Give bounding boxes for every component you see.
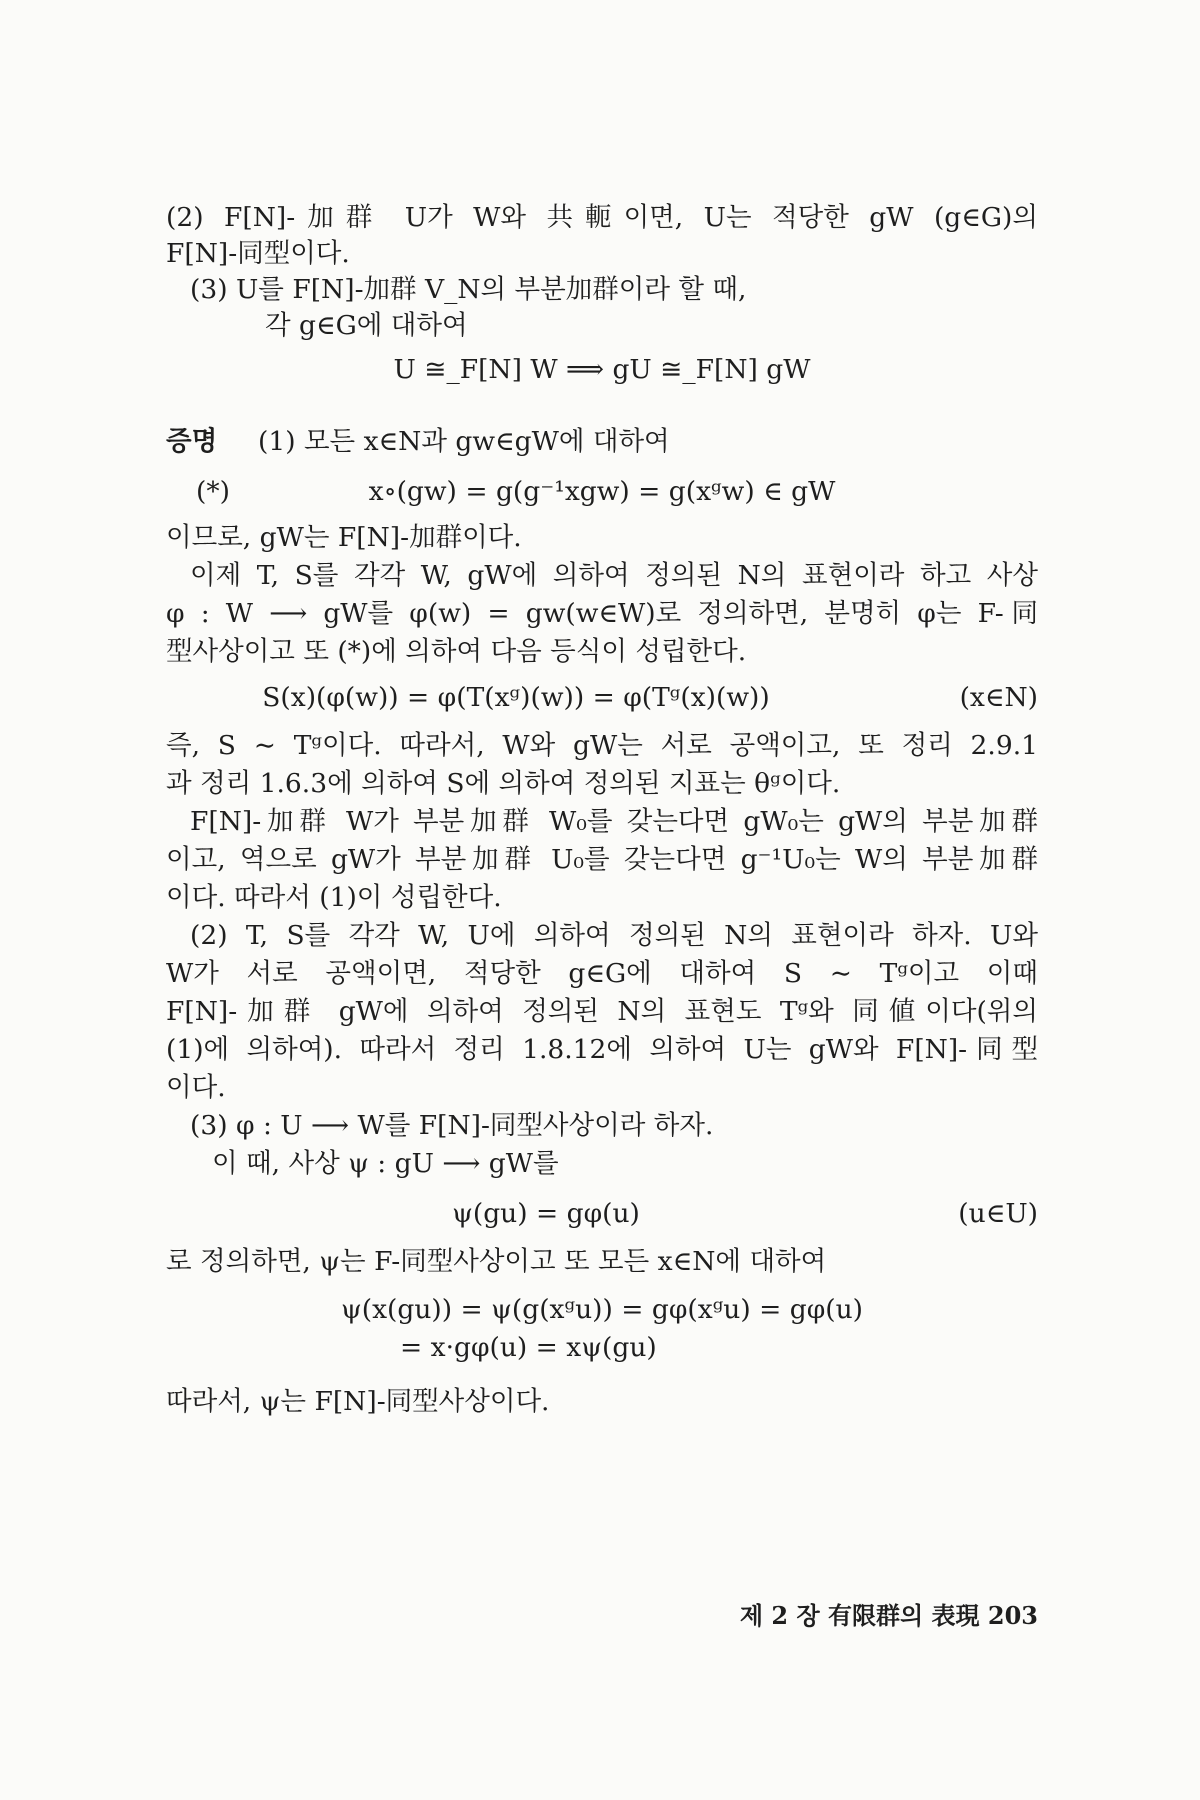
text-line: (3) φ : U ⟶ W를 F[N]-同型사상이라 하자.	[190, 1110, 714, 1141]
text-line: 이다.	[166, 1072, 226, 1103]
display-equation: = x·gφ(u) = xψ(gu)	[400, 1332, 657, 1363]
text-line: 이므로, gW는 F[N]-加群이다.	[166, 522, 522, 553]
text-line: 이 때, 사상 ψ : gU ⟶ gW를	[212, 1148, 559, 1179]
page-footer: 제 2 장 有限群의 表現 203	[739, 1601, 1038, 1630]
text-line: (2) T, S를 각각 W, U에 의하여 정의된 N의 표현이라 하자. U와	[190, 920, 1038, 951]
text-line: 즉, S ∼ Tᵍ이다. 따라서, W와 gW는 서로 공액이고, 또 정리 2.9.1	[166, 730, 1038, 761]
display-equation: ψ(gu) = gφ(u)	[452, 1198, 640, 1229]
text-line: (1) 모든 x∈N과 gw∈gW에 대하여	[258, 426, 670, 457]
text-line: 각 g∈G에 대하여	[265, 310, 468, 341]
proof-heading: 증명	[166, 426, 218, 457]
display-equation: x∘(gw) = g(g⁻¹xgw) = g(xᵍw) ∈ gW	[368, 476, 836, 507]
text-line: (2) F[N]-加群 U가 W와 共軛이면, U는 적당한 gW (g∈G)의	[166, 202, 1038, 233]
text-line: F[N]-加群 gW에 의하여 정의된 N의 표현도 Tᵍ와 同値이다(위의	[166, 996, 1038, 1027]
equation-tag: (*)	[196, 476, 230, 507]
text-line: (1)에 의하여). 따라서 정리 1.8.12에 의하여 U는 gW와 F[N]-同型	[166, 1034, 1038, 1065]
text-line: W가 서로 공액이면, 적당한 g∈G에 대하여 S ∼ Tᵍ이고 이때	[166, 958, 1038, 989]
text-line: 과 정리 1.6.3에 의하여 S에 의하여 정의된 지표는 θᵍ이다.	[166, 768, 841, 799]
text-line: 이다. 따라서 (1)이 성립한다.	[166, 882, 502, 913]
text-line: 이고, 역으로 gW가 부분加群 U₀를 갖는다면 g⁻¹U₀는 W의 부분加群	[166, 844, 1038, 875]
text-line: F[N]-同型이다.	[166, 238, 350, 269]
text-line: F[N]-加群 W가 부분加群 W₀를 갖는다면 gW₀는 gW의 부분加群	[190, 806, 1038, 837]
text-line: 型사상이고 또 (*)에 의하여 다음 등식이 성립한다.	[166, 636, 747, 667]
text-line: 따라서, ψ는 F[N]-同型사상이다.	[166, 1386, 550, 1417]
text-line: 로 정의하면, ψ는 F-同型사상이고 또 모든 x∈N에 대하여	[166, 1246, 827, 1277]
equation-condition: (u∈U)	[958, 1198, 1038, 1229]
equation-condition: (x∈N)	[959, 682, 1038, 713]
text-line: (3) U를 F[N]-加群 V_N의 부분加群이라 할 때,	[190, 274, 747, 305]
text-line: 이제 T, S를 각각 W, gW에 의하여 정의된 N의 표현이라 하고 사상	[190, 560, 1038, 591]
display-equation: S(x)(φ(w)) = φ(T(xᵍ)(w)) = φ(Tᵍ(x)(w))	[262, 682, 770, 713]
display-equation: U ≅_F[N] W ⟹ gU ≅_F[N] gW	[393, 354, 811, 385]
display-equation: ψ(x(gu)) = ψ(g(xᵍu)) = gφ(xᵍu) = gφ(u)	[340, 1294, 864, 1325]
text-line: φ : W ⟶ gW를 φ(w) = gw(w∈W)로 정의하면, 분명히 φ는 F-同	[166, 598, 1038, 629]
